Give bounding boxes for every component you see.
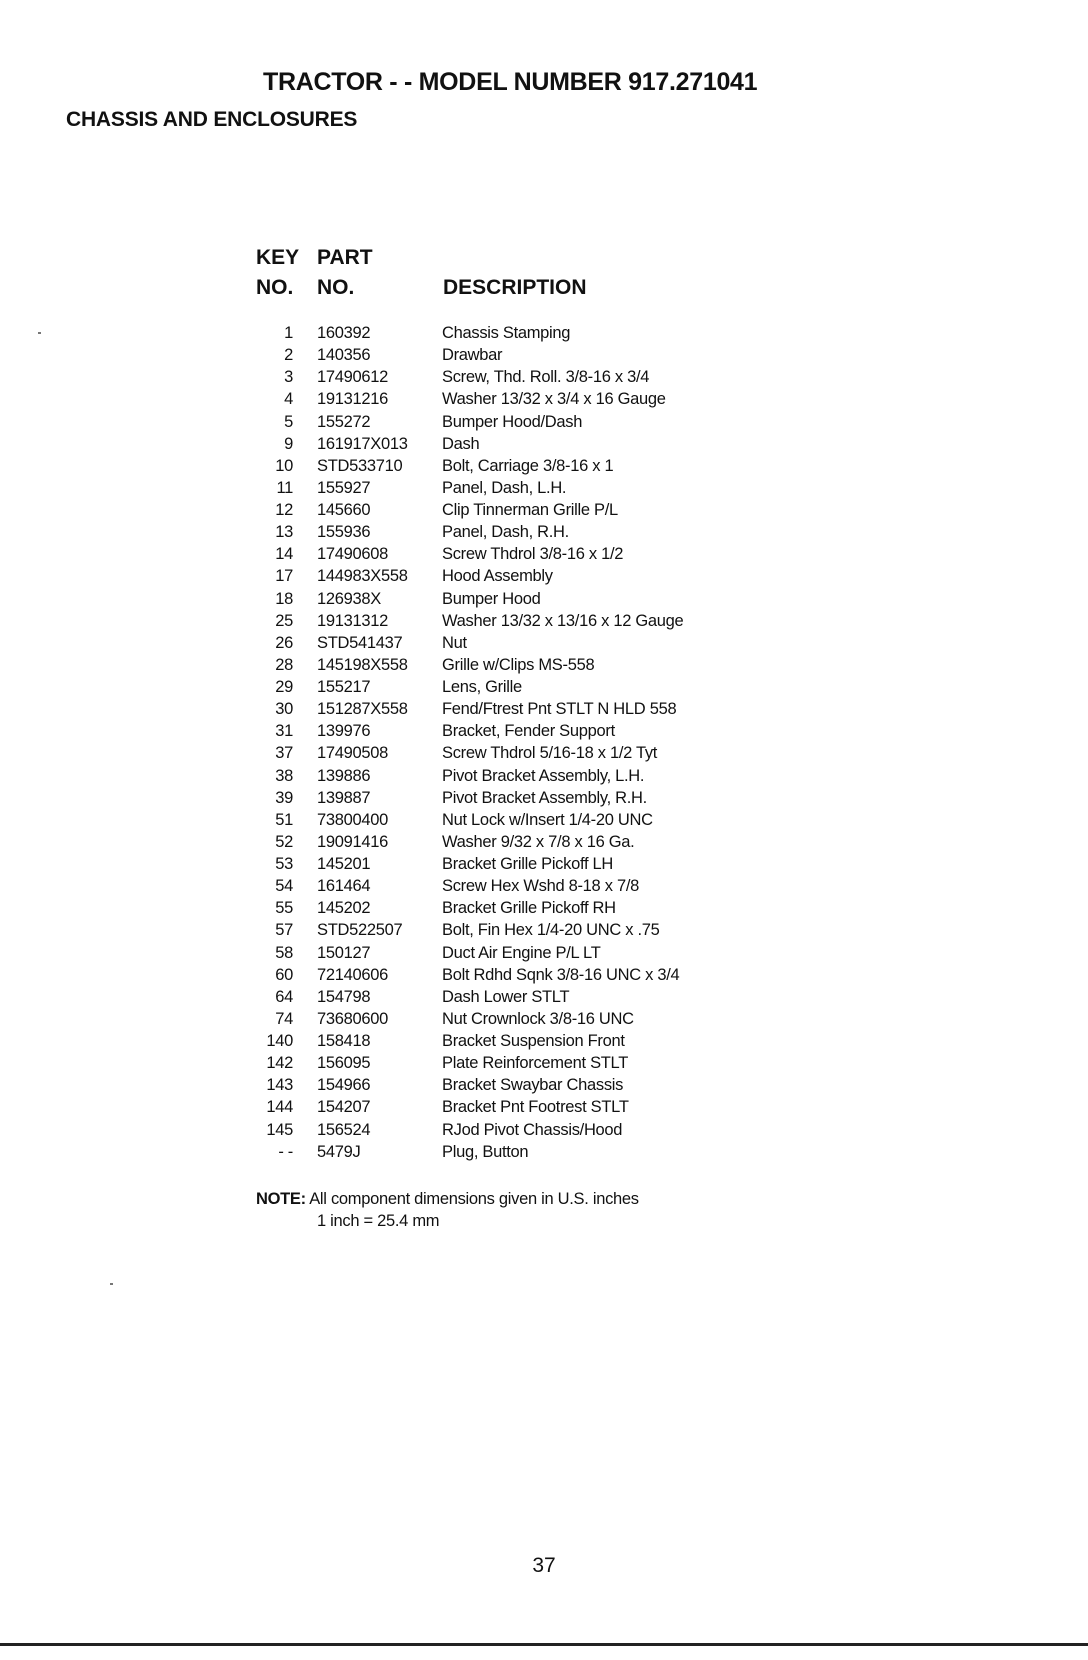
description-cell: Bolt, Carriage 3/8-16 x 1	[442, 456, 614, 475]
table-row	[255, 588, 775, 610]
key-no-cell: 52	[275, 832, 293, 851]
part-no-cell: 144983X558	[317, 567, 408, 586]
description-cell: Bracket Swaybar Chassis	[442, 1076, 624, 1095]
description-cell: Pivot Bracket Assembly, L.H.	[442, 766, 645, 785]
key-no-cell: 38	[275, 766, 293, 785]
description-cell: Pivot Bracket Assembly, R.H.	[442, 788, 647, 807]
table-row	[255, 322, 775, 344]
table-row	[255, 964, 775, 986]
description-cell: Screw, Thd. Roll. 3/8-16 x 3/4	[442, 368, 650, 387]
table-row	[255, 676, 775, 698]
part-no-cell: 19131312	[317, 611, 389, 630]
part-no-cell: 155936	[317, 523, 371, 542]
part-no-cell: 161464	[317, 877, 371, 896]
table-row	[255, 765, 775, 787]
part-no-cell: 72140606	[317, 965, 389, 984]
table-row	[255, 809, 775, 831]
part-no-cell: 155272	[317, 412, 371, 431]
description-cell: Bumper Hood	[442, 589, 541, 608]
table-row	[255, 942, 775, 964]
description-header: DESCRIPTION	[443, 276, 587, 299]
description-cell: Fend/Ftrest Pnt STLT N HLD 558	[442, 700, 677, 719]
key-no-cell: 11	[276, 478, 293, 497]
description-cell: Dash	[442, 434, 480, 453]
part-no-cell: 161917X013	[317, 434, 408, 453]
part-no-cell: 139886	[317, 766, 371, 785]
table-row	[255, 388, 775, 410]
part-no-cell: 154207	[317, 1098, 371, 1117]
description-cell: Dash Lower STLT	[442, 987, 570, 1006]
description-cell: Washer 13/32 x 3/4 x 16 Gauge	[442, 390, 666, 409]
description-cell: Drawbar	[442, 346, 503, 365]
description-cell: Bolt Rdhd Sqnk 3/8-16 UNC x 3/4	[442, 965, 680, 984]
key-no-cell: 17	[275, 567, 293, 586]
key-header-line1: KEY	[256, 246, 300, 269]
section-title: CHASSIS AND ENCLOSURES	[66, 108, 358, 131]
part-no-cell: STD522507	[317, 921, 403, 940]
parts-list	[255, 322, 775, 1163]
part-no-cell: 19131216	[317, 390, 389, 409]
description-cell: Nut Crownlock 3/8-16 UNC	[442, 1009, 634, 1028]
scan-speck	[110, 1283, 113, 1285]
part-no-cell: 139976	[317, 722, 371, 741]
description-cell: Bolt, Fin Hex 1/4-20 UNC x .75	[442, 921, 660, 940]
table-row	[255, 1119, 775, 1141]
key-no-cell: 142	[266, 1054, 293, 1073]
table-row	[255, 897, 775, 919]
part-no-cell: 5479J	[317, 1142, 361, 1161]
table-row	[255, 720, 775, 742]
description-cell: Bumper Hood/Dash	[442, 412, 583, 431]
table-row	[255, 1030, 775, 1052]
description-cell: Clip Tinnerman Grille P/L	[442, 501, 618, 519]
key-no-cell: 3	[284, 368, 293, 387]
table-row	[255, 787, 775, 809]
table-row	[255, 654, 775, 676]
description-cell: Bracket Grille Pickoff RH	[442, 899, 616, 918]
description-cell: Screw Hex Wshd 8-18 x 7/8	[442, 877, 639, 896]
part-no-cell: 155217	[317, 678, 371, 696]
key-no-cell: 14	[275, 545, 293, 564]
part-no-cell: 158418	[317, 1032, 371, 1050]
key-no-cell: - -	[278, 1142, 293, 1161]
description-cell: Screw Thdrol 3/8-16 x 1/2	[442, 545, 624, 564]
key-no-cell: 55	[275, 899, 293, 918]
part-no-cell: 139887	[317, 788, 371, 807]
table-row	[255, 565, 775, 587]
description-cell: Panel, Dash, R.H.	[442, 523, 569, 542]
part-no-cell: 154966	[317, 1076, 371, 1095]
table-row	[255, 1096, 775, 1118]
description-cell: Plate Reinforcement STLT	[442, 1054, 628, 1073]
description-cell: Grille w/Clips MS-558	[442, 655, 595, 674]
key-no-cell: 60	[275, 965, 293, 984]
bottom-border	[0, 1643, 1088, 1646]
part-no-cell: 73680600	[317, 1009, 389, 1028]
key-no-cell: 29	[275, 678, 293, 696]
note	[256, 1188, 639, 1210]
part-no-cell: 140356	[317, 346, 371, 365]
part-header-line1: PART	[317, 246, 373, 269]
description-cell: Hood Assembly	[442, 567, 553, 586]
key-no-cell: 57	[275, 921, 293, 940]
table-row	[255, 919, 775, 941]
key-no-cell: 10	[275, 456, 293, 475]
key-no-cell: 28	[275, 655, 293, 674]
key-header-line2: NO.	[256, 276, 294, 299]
part-no-cell: STD533710	[317, 456, 403, 475]
table-row	[255, 986, 775, 1008]
description-cell: Plug, Button	[442, 1142, 529, 1161]
page-title: TRACTOR - - MODEL NUMBER 917.271041	[263, 68, 758, 96]
note-line1: All component dimensions given in U.S. inches	[309, 1190, 639, 1208]
part-no-cell: 17490508	[317, 744, 389, 763]
key-no-cell: 30	[275, 700, 293, 719]
key-no-cell: 144	[266, 1098, 293, 1117]
part-no-cell: 145198X558	[317, 655, 408, 674]
key-no-cell: 53	[275, 855, 293, 873]
key-no-cell: 37	[275, 744, 293, 763]
part-no-cell: 17490612	[317, 368, 389, 387]
table-row	[255, 477, 775, 499]
description-cell: Washer 9/32 x 7/8 x 16 Ga.	[442, 832, 635, 851]
description-cell: Bracket Grille Pickoff LH	[442, 855, 614, 873]
key-no-cell: 2	[284, 346, 293, 365]
key-no-cell: 13	[275, 523, 293, 542]
note-label: NOTE:	[256, 1190, 306, 1208]
key-no-cell: 25	[275, 611, 293, 630]
key-no-cell: 4	[284, 390, 293, 409]
key-no-cell: 143	[266, 1076, 293, 1095]
part-no-cell: 145660	[317, 501, 371, 519]
description-cell: Duct Air Engine P/L LT	[442, 943, 601, 962]
part-no-cell: 160392	[317, 324, 371, 342]
key-no-cell: 1	[284, 324, 293, 342]
table-row	[255, 610, 775, 632]
key-no-cell: 39	[275, 788, 293, 807]
table-row	[255, 1052, 775, 1074]
key-no-cell: 51	[275, 810, 293, 829]
part-no-cell: 156095	[317, 1054, 371, 1073]
table-row	[255, 344, 775, 366]
table-row	[255, 853, 775, 875]
part-no-cell: 73800400	[317, 810, 389, 829]
key-no-cell: 26	[275, 633, 293, 652]
table-row	[255, 1074, 775, 1096]
key-no-cell: 64	[275, 987, 293, 1006]
table-row	[255, 366, 775, 388]
part-no-cell: 151287X558	[317, 700, 408, 719]
scan-speck	[38, 332, 41, 334]
part-no-cell: 155927	[317, 478, 371, 497]
key-no-cell: 58	[275, 943, 293, 962]
key-no-cell: 9	[284, 434, 293, 453]
part-no-cell: STD541437	[317, 633, 403, 652]
part-no-cell: 156524	[317, 1120, 371, 1139]
table-row	[255, 521, 775, 543]
table-row	[255, 831, 775, 853]
note-line2: 1 inch = 25.4 mm	[317, 1212, 440, 1230]
key-no-cell: 54	[275, 877, 293, 896]
table-row	[255, 411, 775, 433]
part-no-cell: 19091416	[317, 832, 389, 851]
key-no-cell: 31	[275, 722, 293, 741]
part-no-cell: 126938X	[317, 589, 381, 608]
description-cell: Screw Thdrol 5/16-18 x 1/2 Tyt	[442, 744, 658, 763]
description-cell: Panel, Dash, L.H.	[442, 478, 567, 497]
table-row	[255, 875, 775, 897]
part-no-cell: 145201	[317, 855, 371, 873]
part-header-line2: NO.	[317, 276, 355, 299]
description-cell: Nut	[442, 633, 467, 652]
key-no-cell: 74	[275, 1009, 293, 1028]
part-no-cell: 150127	[317, 943, 371, 962]
description-cell: Bracket Suspension Front	[442, 1032, 625, 1050]
key-no-cell: 140	[266, 1032, 293, 1050]
key-no-cell: 12	[275, 501, 293, 519]
key-no-cell: 145	[266, 1120, 293, 1139]
description-cell: Washer 13/32 x 13/16 x 12 Gauge	[442, 611, 684, 630]
description-cell: Bracket Pnt Footrest STLT	[442, 1098, 629, 1117]
table-row	[255, 698, 775, 720]
description-cell: Lens, Grille	[442, 678, 522, 696]
description-cell: RJod Pivot Chassis/Hood	[442, 1120, 623, 1139]
part-no-cell: 17490608	[317, 545, 389, 564]
table-row	[255, 433, 775, 455]
part-no-cell: 145202	[317, 899, 371, 918]
description-cell: Chassis Stamping	[442, 324, 571, 342]
description-cell: Bracket, Fender Support	[442, 722, 615, 741]
description-cell: Nut Lock w/Insert 1/4-20 UNC	[442, 810, 653, 829]
table-row	[255, 499, 775, 521]
table-row	[255, 742, 775, 764]
table-row	[255, 543, 775, 565]
part-no-cell: 154798	[317, 987, 371, 1006]
table-row	[255, 455, 775, 477]
table-row	[255, 1008, 775, 1030]
key-no-cell: 18	[275, 589, 293, 608]
table-row	[255, 1141, 775, 1163]
key-no-cell: 5	[284, 412, 293, 431]
table-row	[255, 632, 775, 654]
page-number: 37	[532, 1554, 556, 1577]
